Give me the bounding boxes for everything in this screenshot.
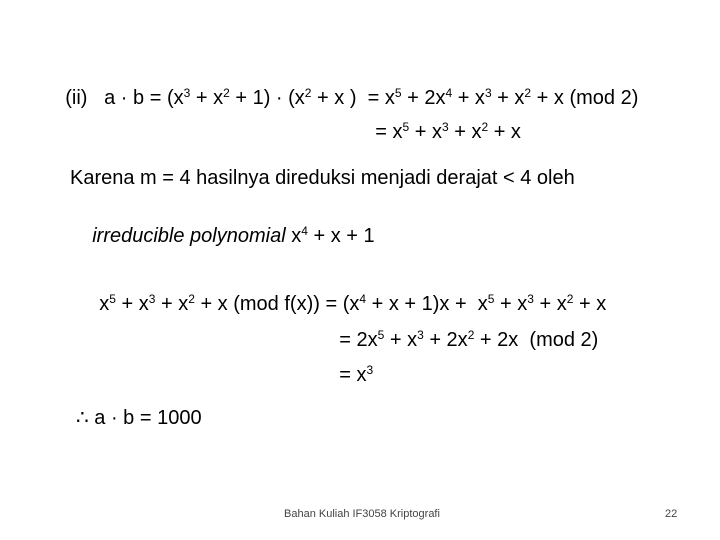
- equation-ii: (ii) $a \cdot b = (x^3 + x^2 + 1) \cdot (x^2 + x$ ) = $x^5 + 2x^4 + x^3 + x^2 + x$ (mod 2): [65, 86, 639, 109]
- karena-text: Karena m = 4 hasilnya direduksi menjadi derajat < 4 oleh: [70, 167, 575, 189]
- equation-ii-result: = $x^5 + x^3 + x^2 + x$: [375, 120, 521, 143]
- conclusion: ∴ a · b = 1000: [76, 407, 202, 429]
- italic-term: irreducible polynomial: [92, 225, 286, 247]
- irreducible-polynomial-line: irreducible polynomial $x^4 + x + 1$: [92, 224, 375, 247]
- mod-step-3: = $x^3$: [339, 363, 374, 386]
- mod-equation: $x^5 + x^3 + x^2 + x$ (mod $f(x)) = (x^4 + x + 1)x + x^5 + x^3 + x^2 + x$: [99, 292, 607, 315]
- footer-text: Bahan Kuliah IF3058 Kriptografi: [284, 508, 440, 520]
- mod-step-2: = $2x^5 + x^3 + 2x^2 + 2x$ (mod 2): [339, 328, 599, 351]
- page-number: 22: [665, 508, 678, 520]
- item-label: (ii): [65, 87, 88, 109]
